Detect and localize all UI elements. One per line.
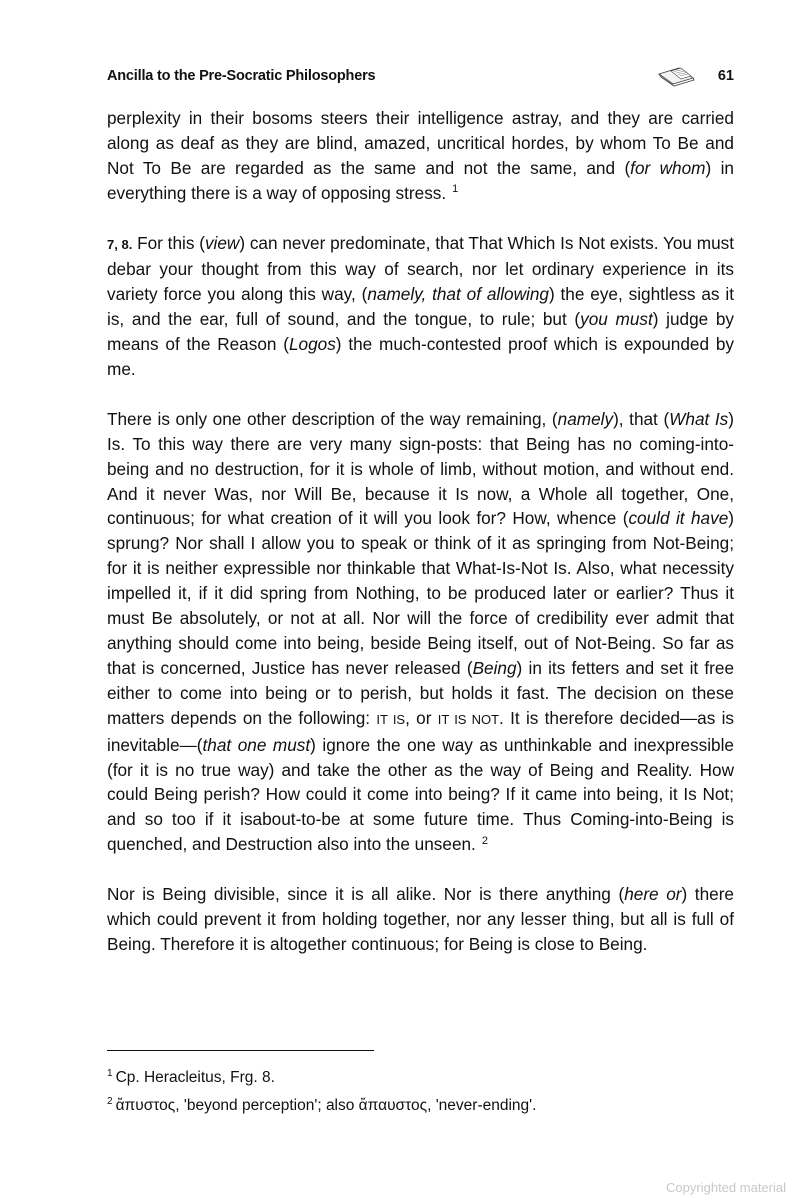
text-run: ) judge by means of the Reason (	[107, 309, 735, 355]
paragraph-4	[107, 882, 734, 957]
text-run: Nor is Being divisible, since it is all alike. Nor is there anything (	[107, 884, 625, 905]
text-run: ) can never predominate, that That Which Is Not exists. You must debar your thought from this way of search, nor let ordinary experience in its variety force you along this way, (	[107, 232, 735, 305]
text-run: For this (	[132, 232, 205, 253]
footnote-1	[107, 1062, 747, 1090]
text-run: perplexity in their bosoms steers their intelligence astray, and they are carried along as deaf as they are blind, amazed, uncritical hordes, by whom To Be and Not To Be are regarded as the same and not the same, and (	[107, 108, 734, 178]
italic-run: could it have	[628, 508, 729, 529]
page-number: 61	[717, 68, 734, 84]
italic-run: for whom	[630, 157, 706, 178]
text-run: ) the eye, sightless as it is, and the ear, full of sound, and the tongue, to rule; but (	[107, 284, 734, 330]
text-run: , or	[405, 707, 438, 728]
italic-run: namely	[557, 408, 614, 429]
paragraph-1	[107, 106, 734, 206]
text-run: ) there which could prevent it from holding together, nor any lesser thing, but all is full of Being. Therefore it is altogether continuous; for Being is close to Being.	[107, 884, 734, 954]
footnote-text: ἄπυστος, 'beyond perception'; also ἄπαυστος, 'never-ending'.	[115, 1097, 537, 1115]
footnote-text: Cp. Heracleitus, Frg. 8.	[115, 1069, 275, 1087]
text-run: ) the much-contested proof which is expounded by me.	[107, 334, 734, 380]
text-run: ) ignore the one way as unthinkable and inexpressible (for it is no true way) and take the other as the way of Being and Reality. How could Being perish? How could it come into being? If it came into being, it Is Not; and so too if it isabout-to-be at some future time. Thus Coming-into-Being is quenched, and Destruction also into the unseen.	[107, 734, 734, 855]
text-run: ) in everything there is a way of opposing stress.	[107, 157, 734, 203]
italic-run: that one must	[202, 734, 311, 755]
section-number: 7, 8.	[107, 236, 133, 252]
text-run: . It is therefore decided—as is inevitable—(	[107, 707, 734, 755]
italic-run: here or	[624, 884, 682, 905]
italic-run: namely, that of allowing	[367, 284, 549, 305]
running-header	[107, 66, 734, 90]
italic-run: Being	[472, 657, 517, 678]
text-run: ) Is. To this way there are very many sign-posts: that Being has no coming-into-being and no destruction, for it is whole of limb, without motion, and without end. And it never Was, nor Will Be, because it Is now, a Whole all together, One, continuous; for what creation of it will you look for? How, whence (	[107, 408, 734, 529]
paragraph-2	[107, 231, 734, 382]
footnote-ref-2[interactable]: 2	[481, 834, 488, 847]
open-book-icon	[657, 66, 697, 88]
italic-run: you must	[580, 309, 653, 330]
italic-run: What Is	[669, 408, 729, 429]
footnote-number: 1	[107, 1068, 113, 1079]
small-caps-run: IT IS	[376, 711, 406, 727]
running-title: Ancilla to the Pre-Socratic Philosophers	[107, 68, 376, 84]
footnote-2	[107, 1090, 747, 1118]
footnote-number: 2	[107, 1096, 113, 1108]
text-run: There is only one other description of the way remaining, (	[107, 408, 558, 429]
footnote-ref-1[interactable]: 1	[452, 182, 459, 195]
small-caps-run: IT IS NOT	[437, 711, 500, 727]
body-text	[107, 106, 734, 957]
copyright-watermark: Copyrighted material	[666, 1180, 786, 1195]
text-run: ) in its fetters and set it free either to come into being or to perish, but holds it fast. The decision on these matters depends on the following:	[107, 657, 735, 728]
footnote-divider	[107, 1050, 374, 1051]
text-run: ), that (	[613, 408, 670, 429]
italic-run: view	[204, 232, 240, 253]
italic-run: Logos	[288, 334, 336, 355]
text-run: ) sprung? Nor shall I allow you to speak or think of it as springing from Not-Being; for it is neither expressible nor thinkable that What-Is-Not Is. Also, what necessity impelled it, if it did spring from Nothing, to be produced later or earlier? Thus it must Be absolutely, or not at all. Nor will the force of credibility ever admit that anything should come into being, beside Being itself, out of Not-Being. So far as that is concerned, Justice has never released (	[107, 508, 734, 678]
footnotes	[107, 1062, 747, 1118]
paragraph-3	[107, 407, 734, 857]
